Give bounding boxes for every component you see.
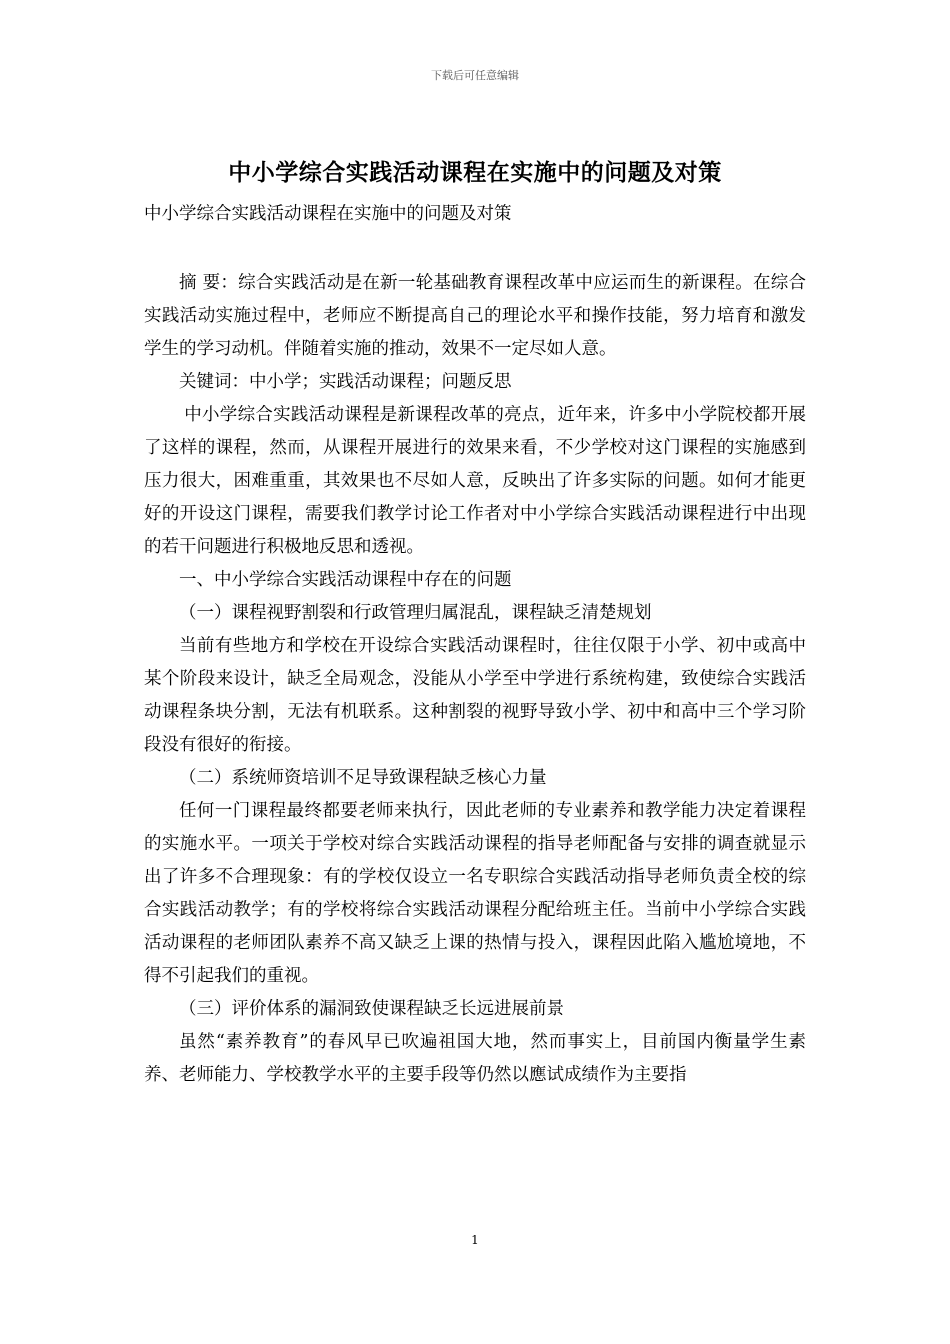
document-title: 中小学综合实践活动课程在实施中的问题及对策	[228, 159, 722, 186]
subsection-heading: （一）课程视野割裂和行政管理归属混乱，课程缺乏清楚规划	[179, 603, 652, 623]
subsection-heading: （二）系统师资培训不足导致课程缺乏核心力量	[179, 768, 547, 788]
body-paragraph: 虽然“素养教育”的春风早已吹遍祖国大地，然而事实上，目前国内衡量学生素养、老师能力、学校教学水平的主要手段等仍然以應试成绩作为主要指	[144, 1032, 806, 1085]
section-heading: 一、中小学综合实践活动课程中存在的问题	[179, 570, 512, 590]
header-note: 下载后可任意编辑	[431, 69, 519, 82]
body-paragraph: 当前有些地方和学校在开设综合实践活动课程时，往往仅限于小学、初中或高中某个阶段来设计，缺乏全局观念，没能从小学至中学进行系统构建，致使综合实践活动课程条块分割，无法有机联系。这种割裂的视野导致小学、初中和高中三个学习阶段没有很好的衔接。	[144, 636, 806, 755]
document-subtitle: 中小学综合实践活动课程在实施中的问题及对策	[144, 204, 512, 224]
body-paragraph: 中小学综合实践活动课程是新课程改革的亮点，近年来，许多中小学院校都开展了这样的课程，然而，从课程开展进行的效果来看，不少学校对这门课程的实施感到压力很大，困难重重，其效果也不尽如人意，反映出了许多实际的问题。如何才能更好的开设这门课程，需要我们教学讨论工作者对中小学综合实践活动课程进行中出现的若干问题进行积极地反思和透视。	[144, 405, 806, 557]
page-number: 1	[471, 1233, 479, 1247]
keywords-line: 关键词：中小学；实践活动课程；问题反思	[179, 372, 512, 392]
abstract-paragraph: 摘 要：综合实践活动是在新一轮基础教育课程改革中应运而生的新课程。在综合实践活动实施过程中，老师应不断提高自己的理论水平和操作技能，努力培育和激发学生的学习动机。伴随着实施的推动，效果不一定尽如人意。	[144, 273, 806, 359]
document-body	[144, 198, 806, 1092]
subsection-heading: （三）评价体系的漏洞致使课程缺乏长远进展前景	[179, 999, 564, 1019]
body-paragraph: 任何一门课程最终都要老师来执行，因此老师的专业素养和教学能力决定着课程的实施水平。一项关于学校对综合实践活动课程的指导老师配备与安排的调查就显示出了许多不合理现象：有的学校仅设立一名专职综合实践活动指导老师负责全校的综合实践活动教学；有的学校将综合实践活动课程分配给班主任。当前中小学综合实践活动课程的老师团队素养不高又缺乏上课的热情与投入，课程因此陷入尴尬境地，不得不引起我们的重视。	[144, 801, 806, 986]
